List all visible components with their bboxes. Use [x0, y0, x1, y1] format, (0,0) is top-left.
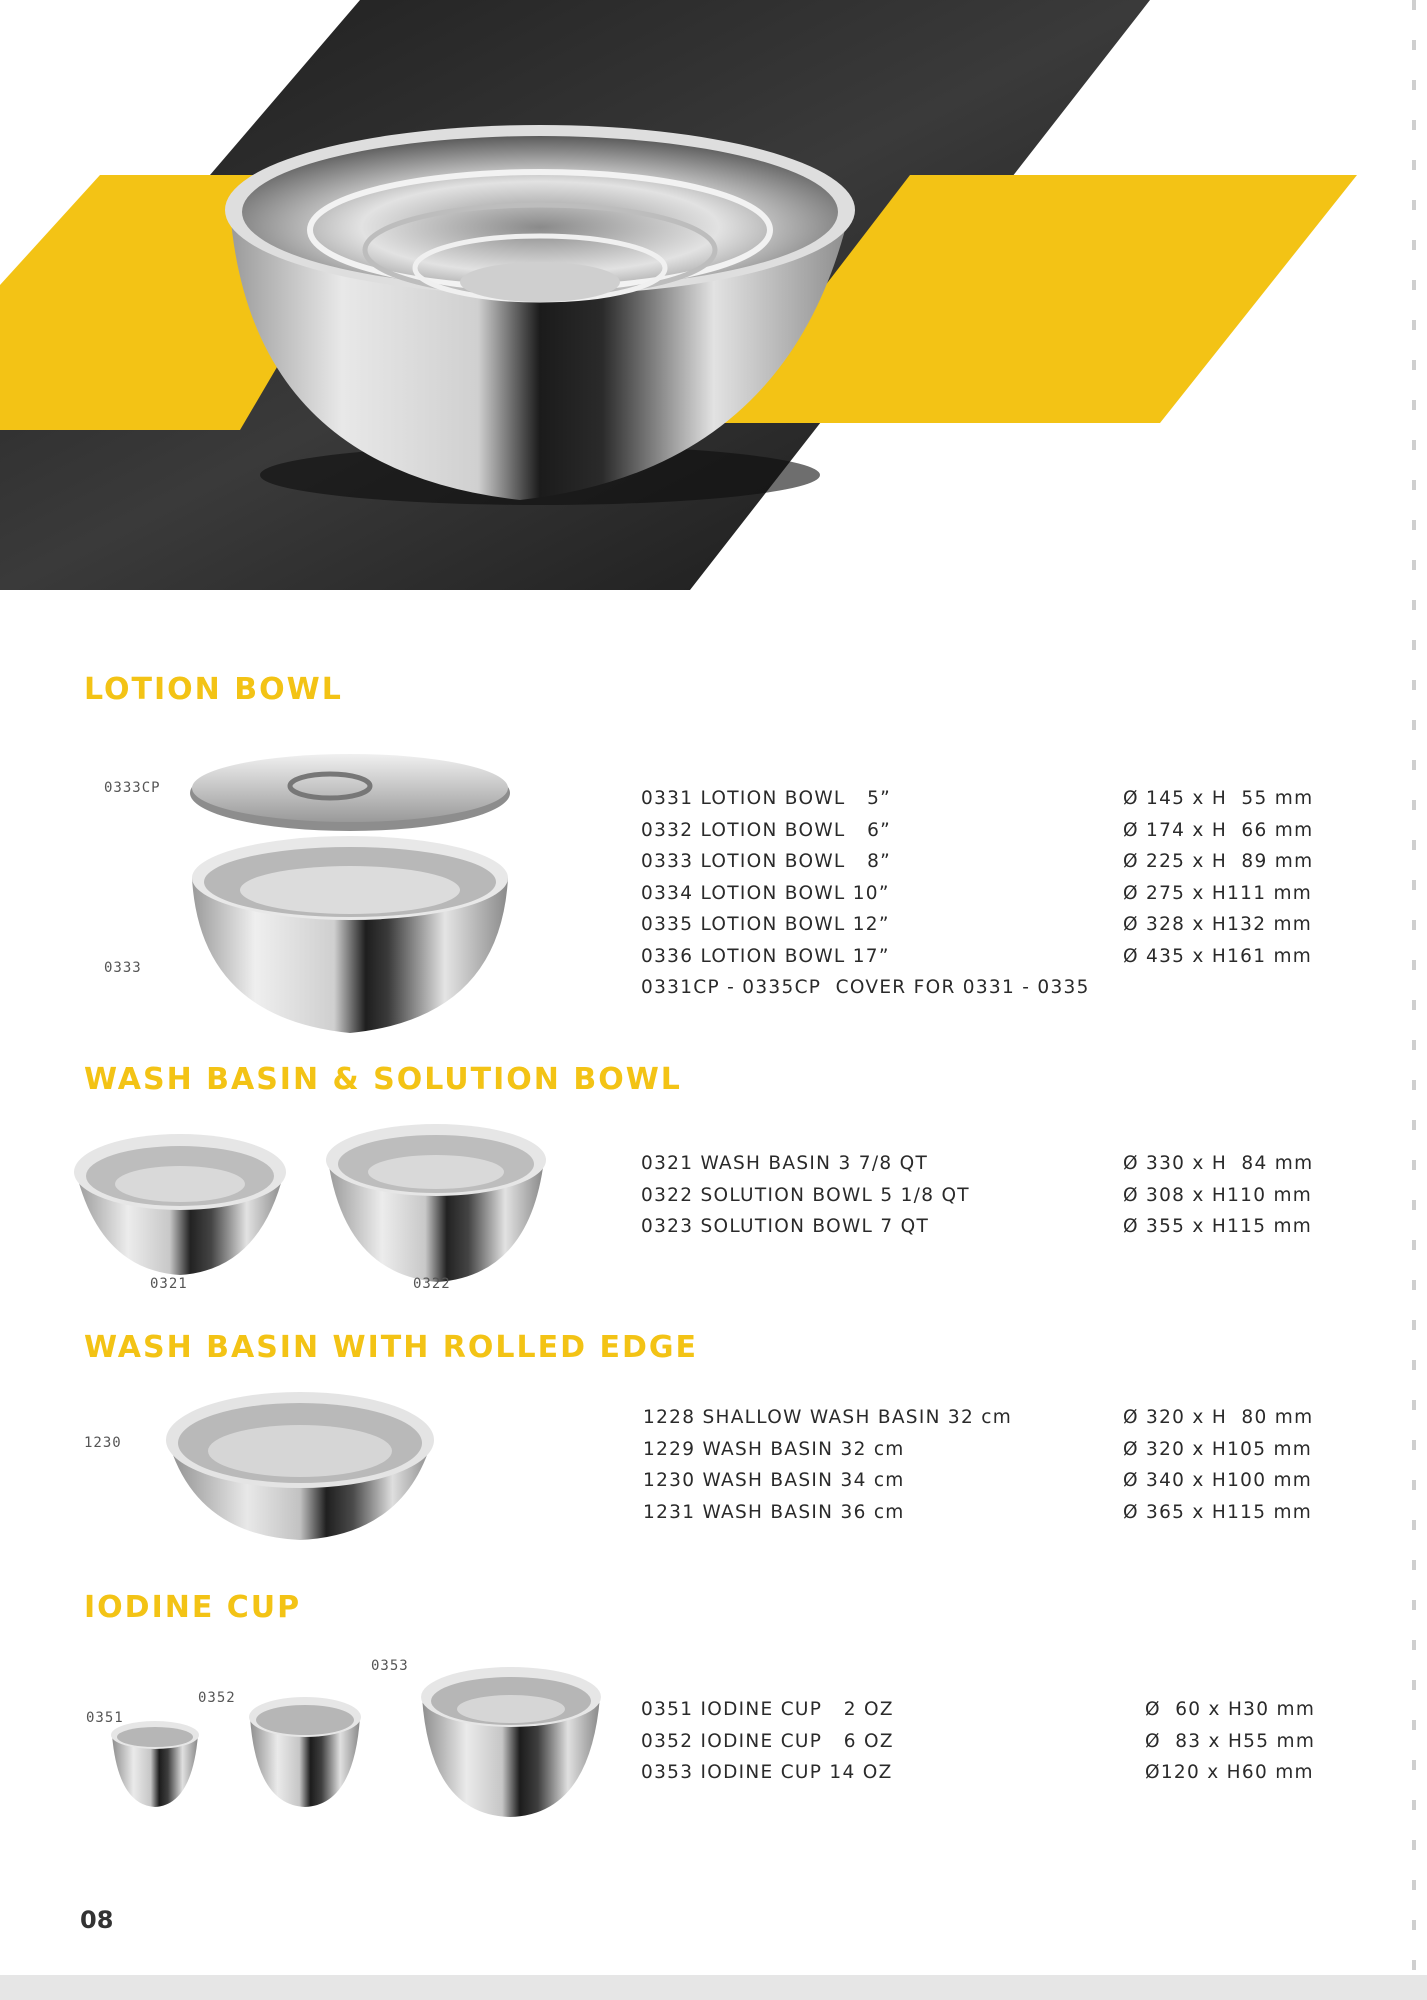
- spec-dimensions: Ø 225 x H 89 mm: [1123, 851, 1314, 872]
- spec-row: [643, 1465, 1343, 1497]
- spec-dimensions: Ø 320 x H 80 mm: [1123, 1407, 1314, 1428]
- spec-name: 0323 SOLUTION BOWL 7 QT: [641, 1216, 930, 1237]
- spec-row: [641, 1757, 1341, 1789]
- spec-name: 0351 IODINE CUP 2 OZ: [641, 1699, 894, 1720]
- wash-basin-rolled-image: [160, 1385, 440, 1545]
- page-number: 08: [80, 1906, 114, 1934]
- spec-dimensions: Ø120 x H60 mm: [1145, 1762, 1314, 1783]
- spec-row: [641, 1211, 1341, 1243]
- wash-basin-rolled-spec-list: [643, 1402, 1343, 1528]
- spec-dimensions: Ø 340 x H100 mm: [1123, 1470, 1313, 1491]
- spec-name: 0332 LOTION BOWL 6”: [641, 819, 892, 841]
- spec-dimensions: Ø 145 x H 55 mm: [1123, 788, 1314, 809]
- lotion-bowl-image: [180, 748, 520, 1038]
- iodine-cup-0351-image: [111, 1721, 199, 1807]
- spec-row: [643, 1434, 1343, 1466]
- wash-basin-solution-image: [70, 1120, 550, 1285]
- cover-note: 0331CP - 0335CP COVER FOR 0331 - 0335: [641, 977, 1090, 998]
- spec-dimensions: Ø 60 x H30 mm: [1145, 1699, 1316, 1720]
- product-label-0322: 0322: [413, 1276, 451, 1292]
- wash-basin-0321-image: [74, 1134, 286, 1275]
- spec-dimensions: Ø 174 x H 66 mm: [1123, 819, 1314, 841]
- spec-name: 1231 WASH BASIN 36 cm: [643, 1501, 905, 1523]
- section-title-wash-basin-solution: WASH BASIN & SOLUTION BOWL: [84, 1062, 682, 1097]
- spec-name: 1228 SHALLOW WASH BASIN 32 cm: [643, 1407, 1013, 1428]
- spec-name: 0322 SOLUTION BOWL 5 1/8 QT: [641, 1184, 970, 1206]
- spec-dimensions: Ø 365 x H115 mm: [1123, 1501, 1313, 1523]
- iodine-cup-0352-image: [249, 1697, 361, 1807]
- spec-name: 0353 IODINE CUP 14 OZ: [641, 1762, 893, 1783]
- section-title-wash-basin-rolled: WASH BASIN WITH ROLLED EDGE: [84, 1330, 698, 1365]
- spec-row: [641, 783, 1341, 815]
- iodine-cup-image: [100, 1655, 620, 1825]
- spec-row: [641, 815, 1341, 847]
- spec-row: [641, 941, 1341, 973]
- spec-row: [641, 909, 1341, 941]
- product-label-0333: 0333: [104, 960, 142, 976]
- spec-name: 0336 LOTION BOWL 17”: [641, 945, 890, 967]
- spec-dimensions: Ø 328 x H132 mm: [1123, 914, 1313, 935]
- spec-name: 1230 WASH BASIN 34 cm: [643, 1470, 905, 1491]
- spec-name: 0352 IODINE CUP 6 OZ: [641, 1730, 894, 1752]
- spec-name: 0331 LOTION BOWL 5”: [641, 788, 892, 809]
- spec-name: 1229 WASH BASIN 32 cm: [643, 1438, 905, 1460]
- spec-row: [643, 1497, 1343, 1529]
- spec-row: [641, 878, 1341, 910]
- product-label-0353: 0353: [371, 1658, 409, 1674]
- spec-row: [641, 1694, 1341, 1726]
- spec-row: [641, 846, 1341, 878]
- spec-name: 0333 LOTION BOWL 8”: [641, 851, 892, 872]
- spec-dimensions: Ø 320 x H105 mm: [1123, 1438, 1313, 1460]
- spec-dimensions: Ø 435 x H161 mm: [1123, 945, 1313, 967]
- page-bottom-strip: [0, 1975, 1427, 2000]
- product-label-0351: 0351: [86, 1710, 124, 1726]
- spec-row: [641, 1180, 1341, 1212]
- spec-name: 0321 WASH BASIN 3 7/8 QT: [641, 1153, 929, 1174]
- hero-graphic: [0, 0, 1427, 590]
- product-label-0321: 0321: [150, 1276, 188, 1292]
- spec-row: [641, 1148, 1341, 1180]
- spec-dimensions: Ø 83 x H55 mm: [1145, 1730, 1316, 1752]
- spec-dimensions: Ø 308 x H110 mm: [1123, 1184, 1313, 1206]
- spec-name: 0334 LOTION BOWL 10”: [641, 882, 890, 904]
- spec-row: [643, 1402, 1343, 1434]
- section-title-lotion-bowl: LOTION BOWL: [84, 672, 343, 707]
- spec-name: 0335 LOTION BOWL 12”: [641, 914, 890, 935]
- product-label-0352: 0352: [198, 1690, 236, 1706]
- spec-dimensions: Ø 275 x H111 mm: [1123, 882, 1313, 904]
- page-edge-marker: [1412, 0, 1416, 1975]
- spec-dimensions: Ø 355 x H115 mm: [1123, 1216, 1313, 1237]
- iodine-cup-spec-list: [641, 1694, 1341, 1789]
- iodine-cup-0353-image: [421, 1667, 601, 1817]
- wash-basin-solution-spec-list: [641, 1148, 1341, 1243]
- hero-banner: [0, 0, 1427, 590]
- spec-row: [641, 1726, 1341, 1758]
- lotion-bowl-spec-list: [641, 783, 1341, 1004]
- solution-bowl-0322-image: [326, 1124, 546, 1282]
- section-title-iodine-cup: IODINE CUP: [84, 1590, 302, 1625]
- spec-dimensions: Ø 330 x H 84 mm: [1123, 1153, 1314, 1174]
- product-label-1230: 1230: [84, 1435, 122, 1451]
- product-label-0333cp: 0333CP: [104, 780, 161, 796]
